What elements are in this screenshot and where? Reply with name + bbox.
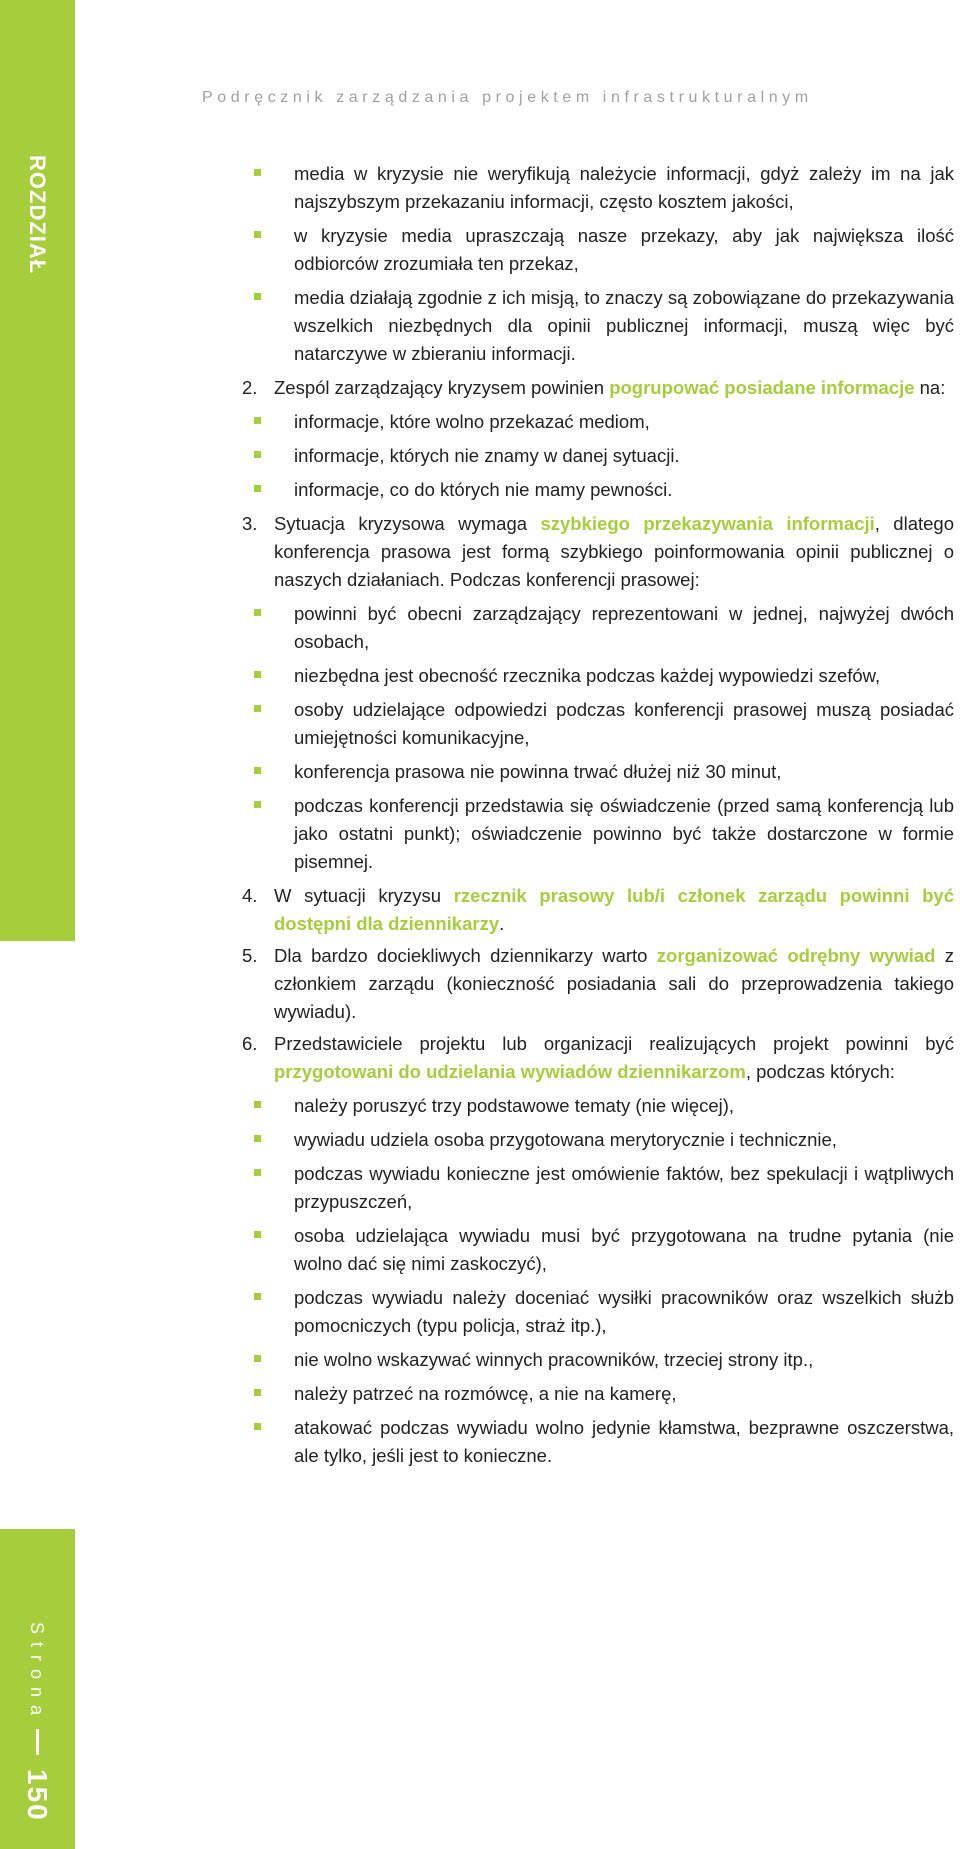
- item-text-post: .: [499, 913, 505, 934]
- list-item: powinni być obecni zarządzający reprezentowani w jednej, najwyżej dwóch osobach,: [294, 600, 954, 656]
- item-number: 4.: [242, 885, 258, 906]
- item-text-post: , dlatego konferencja prasowa jest formą szybkiego poinformowania opinii publicznej o naszych działaniach. Podczas konferencji prasowej:: [274, 513, 954, 590]
- list-item: informacje, których nie znamy w danej sytuacji.: [294, 442, 954, 470]
- item-highlight: zorganizować odrębny wywiad: [656, 945, 936, 966]
- item-text: [274, 942, 954, 1026]
- sub-bullet-list: [242, 600, 954, 876]
- intro-bullet-list: [242, 160, 954, 368]
- item-highlight: szybkiego przekazywania informacji: [540, 513, 875, 534]
- item-text: [274, 510, 954, 594]
- item-text: [274, 1030, 954, 1086]
- list-item: media w kryzysie nie weryfikują należycie informacji, gdyż zależy im na jak najszybszym przekazaniu informacji, często kosztem jakości,: [294, 160, 954, 216]
- numbered-item: [242, 882, 954, 938]
- sub-list-wrapper: [242, 1092, 954, 1470]
- list-item: media działają zgodnie z ich misją, to znaczy są zobowiązane do przekazywania wszelkich niezbędnych dla opinii publicznej informacji, muszą więc być natarczywe w zbieraniu informacji.: [294, 284, 954, 368]
- list-item: niezbędna jest obecność rzecznika podczas każdej wypowiedzi szefów,: [294, 662, 954, 690]
- page-number-block: [12, 1622, 62, 1822]
- item-text-pre: Przedstawiciele projektu lub organizacji realizujących projekt powinni być: [274, 1033, 954, 1054]
- list-item: nie wolno wskazywać winnych pracowników, trzeciej strony itp.,: [294, 1346, 954, 1374]
- page-divider: [36, 1729, 39, 1755]
- list-item: osoba udzielająca wywiadu musi być przygotowana na trudne pytania (nie wolno dać się nimi zaskoczyć),: [294, 1222, 954, 1278]
- list-item: należy patrzeć na rozmówcę, a nie na kamerę,: [294, 1380, 954, 1408]
- list-item: osoby udzielające odpowiedzi podczas konferencji prasowej muszą posiadać umiejętności komunikacyjne,: [294, 696, 954, 752]
- page-label: Strona: [27, 1622, 47, 1724]
- sub-list-wrapper: [242, 600, 954, 876]
- item-text: [274, 882, 954, 938]
- list-item: informacje, które wolno przekazać mediom,: [294, 408, 954, 436]
- list-item: wywiadu udziela osoba przygotowana merytorycznie i technicznie,: [294, 1126, 954, 1154]
- item-text-post: , podczas których:: [745, 1061, 895, 1082]
- item-text-pre: Dla bardzo dociekliwych dziennikarzy warto: [274, 945, 657, 966]
- sub-list-wrapper: [242, 408, 954, 504]
- item-text-post: na:: [914, 377, 946, 398]
- item-number: 2.: [242, 377, 258, 398]
- running-header: Podręcznik zarządzania projektem infrastrukturalnym: [202, 89, 813, 106]
- numbered-item: [242, 942, 954, 1026]
- chapter-label: ROZDZIAŁ: [25, 155, 50, 275]
- numbered-item: [242, 374, 954, 504]
- sub-bullet-list: [242, 408, 954, 504]
- numbered-item: [242, 1030, 954, 1470]
- item-text-pre: Zespól zarządzający kryzysem powinien: [274, 377, 610, 398]
- list-item: podczas wywiadu konieczne jest omówienie faktów, bez spekulacji i wątpliwych przypuszczeń,: [294, 1160, 954, 1216]
- item-number: 6.: [242, 1033, 258, 1054]
- item-text: [274, 374, 954, 402]
- numbered-item: [242, 510, 954, 876]
- item-text-post: z członkiem zarządu (konieczność posiadania sali do przeprowadzenia takiego wywiadu).: [274, 945, 955, 1022]
- list-item: informacje, co do których nie mamy pewności.: [294, 476, 954, 504]
- list-item: w kryzysie media upraszczają nasze przekazy, aby jak największa ilość odbiorców zrozumiała ten przekaz,: [294, 222, 954, 278]
- item-highlight: przygotowani do udzielania wywiadów dziennikarzom: [274, 1061, 746, 1082]
- list-item: podczas konferencji przedstawia się oświadczenie (przed samą konferencją lub jako ostatni punkt); oświadczenie powinno być także dostarczone w formie pisemnej.: [294, 792, 954, 876]
- page-body: [242, 160, 954, 1476]
- item-highlight: pogrupować posiadane informacje: [609, 377, 915, 398]
- item-number: 3.: [242, 513, 258, 534]
- numbered-list: [242, 374, 954, 1470]
- item-highlight: rzecznik prasowy lub/i członek zarządu powinni być dostępni dla dziennikarzy: [274, 885, 954, 934]
- list-item: podczas wywiadu należy doceniać wysiłki pracowników oraz wszelkich służb pomocniczych (typu policja, straż itp.),: [294, 1284, 954, 1340]
- page-number: 150: [22, 1769, 53, 1822]
- list-item: należy poruszyć trzy podstawowe tematy (nie więcej),: [294, 1092, 954, 1120]
- item-text-pre: Sytuacja kryzysowa wymaga: [274, 513, 541, 534]
- item-number: 5.: [242, 945, 258, 966]
- item-text-pre: W sytuacji kryzysu: [274, 885, 454, 906]
- list-item: atakować podczas wywiadu wolno jedynie kłamstwa, bezprawne oszczerstwa, ale tylko, jeśli jest to konieczne.: [294, 1414, 954, 1470]
- list-item: konferencja prasowa nie powinna trwać dłużej niż 30 minut,: [294, 758, 954, 786]
- sub-bullet-list: [242, 1092, 954, 1470]
- sidebar-top-band: [0, 0, 75, 941]
